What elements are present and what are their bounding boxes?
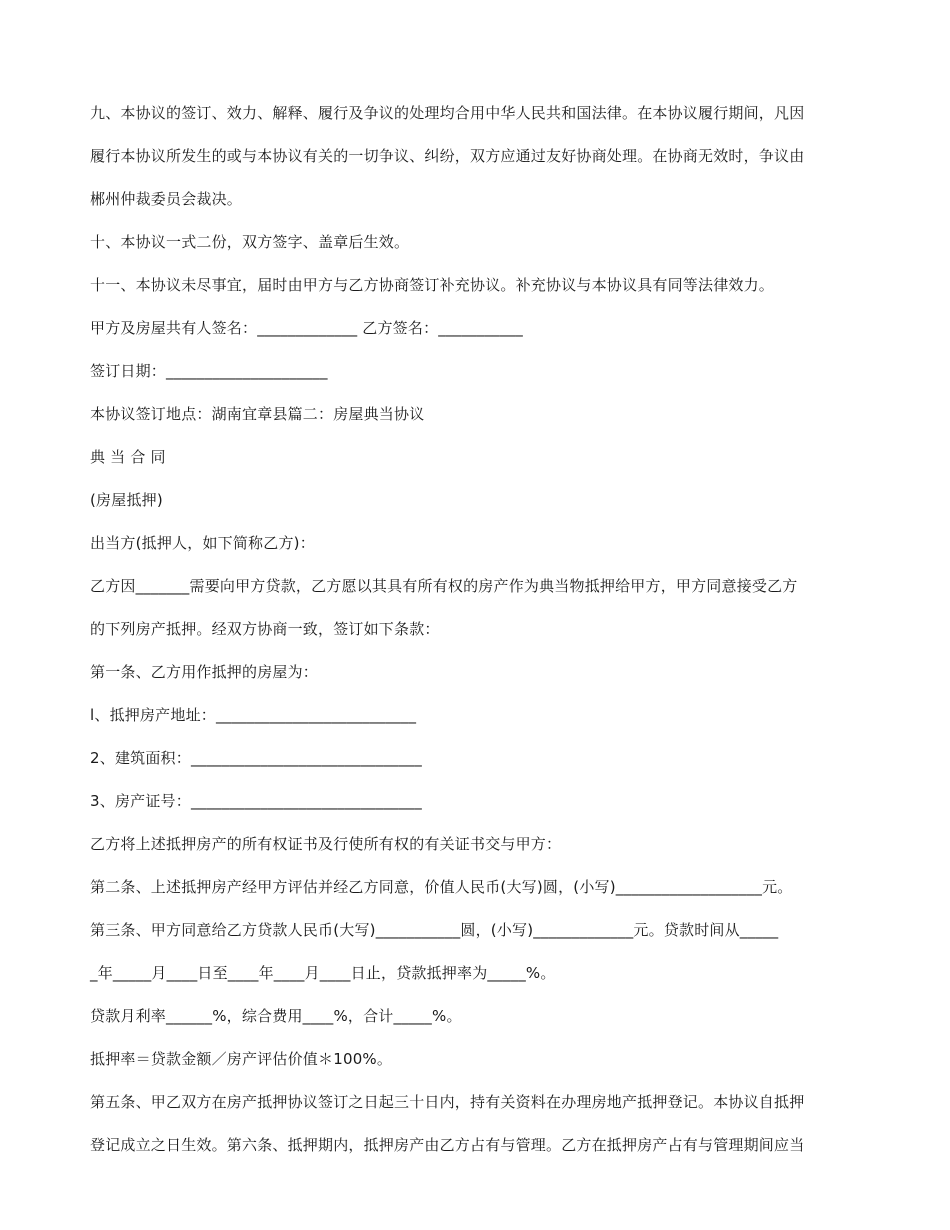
certificate-number-line: 3、房产证号：______________________________ [90, 792, 422, 810]
clause-9-line-3: 郴州仲裁委员会裁决。 [90, 190, 243, 208]
signature-line: 甲方及房屋共有人签名：_____________ 乙方签名：___________ [90, 319, 523, 337]
clause-9-line-1: 九、本协议的签订、效力、解释、履行及争议的处理均合用中华人民共和国法律。在本协议履行期间，凡因 [90, 104, 805, 122]
article-5-line-1: 第五条、甲乙双方在房产抵押协议签订之日起三十日内，持有关资料在办理房地产抵押登记。本协议自抵押 [90, 1093, 805, 1111]
article-1: 第一条、乙方用作抵押的房屋为： [90, 663, 319, 681]
intro-line-2: 的下列房产抵押。经双方协商一致，签订如下条款： [90, 620, 440, 638]
article-5-line-2: 登记成立之日生效。第六条、抵押期内，抵押房产由乙方占有与管理。乙方在抵押房产占有与管理期间应当 [90, 1136, 805, 1154]
interest-rate-line: 贷款月利率______%，综合费用____%，合计_____%。 [90, 1007, 462, 1025]
clause-9-line-2: 履行本协议所发生的或与本协议有关的一切争议、纠纷，双方应通过友好协商处理。在协商无效时，争议由 [90, 147, 805, 165]
article-3-line-2: _年_____月____日至____年____月____日止，贷款抵押率为_____%。 [90, 964, 556, 982]
mortgage-rate-formula: 抵押率＝贷款金额／房产评估价值＊100%。 [90, 1050, 393, 1068]
intro-line-1: 乙方因_______需要向甲方贷款，乙方愿以其具有所有权的房产作为典当物抵押给甲方，甲方同意接受乙方 [90, 577, 798, 595]
article-2: 第二条、上述抵押房产经甲方评估并经乙方同意，价值人民币(大写)圆，(小写)___________________元。 [90, 878, 793, 896]
clause-11: 十一、本协议未尽事宜，届时由甲方与乙方协商签订补充协议。补充协议与本协议具有同等法律效力。 [90, 276, 775, 294]
property-address-line: l、抵押房产地址：__________________________ [90, 706, 417, 724]
article-3-line-1: 第三条、甲方同意给乙方贷款人民币(大写)___________圆，(小写)_____________元。贷款时间从_____ [90, 921, 779, 939]
signing-place-line: 本协议签订地点：湖南宜章县篇二：房屋典当协议 [90, 405, 425, 423]
clause-10: 十、本协议一式二份，双方签字、盖章后生效。 [90, 233, 410, 251]
contract-subtitle: (房屋抵押) [90, 491, 163, 509]
pledgor-line: 出当方(抵押人，如下简称乙方)： [90, 534, 315, 552]
signing-date-line: 签订日期：_____________________ [90, 362, 328, 380]
certificate-handover-line: 乙方将上述抵押房产的所有权证书及行使所有权的有关证书交与甲方： [90, 835, 562, 853]
floor-area-line: 2、建筑面积：______________________________ [90, 749, 422, 767]
contract-title: 典 当 合 同 [90, 448, 166, 466]
